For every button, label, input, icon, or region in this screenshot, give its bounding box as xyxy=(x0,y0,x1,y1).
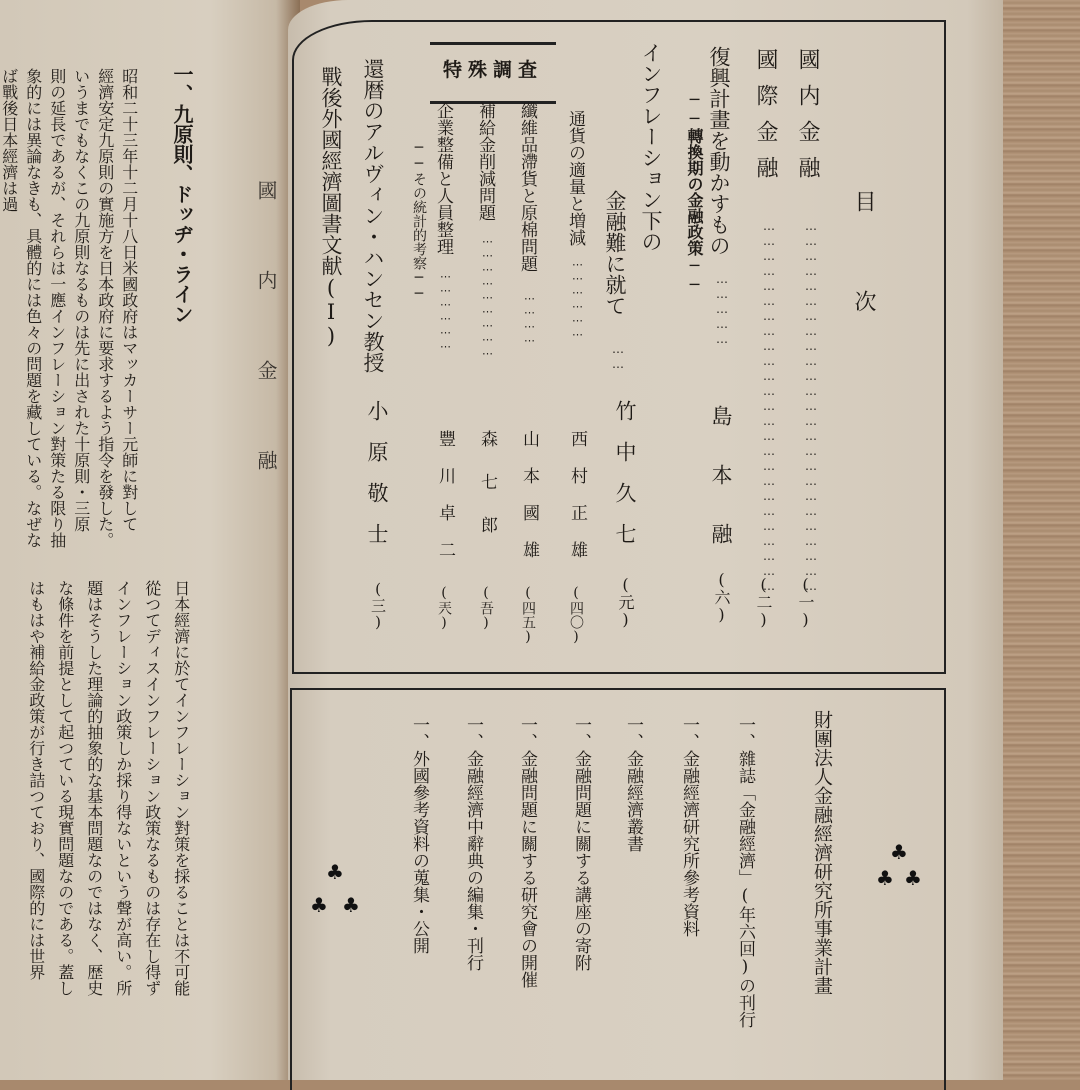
special-survey-header: 特殊調査 xyxy=(430,42,556,104)
toc-author-mori: 森七郎 xyxy=(477,430,497,559)
paragraph-2-line-4: 題はそうした理論的抽象的な基本問題なのではなく、歴史 xyxy=(84,580,104,996)
paragraph-1-line-5: 象的には異論なきも、具體的には色々の問題を藏している。なぜな xyxy=(23,68,43,548)
plan-item-series: 一、金融經濟叢書 xyxy=(623,716,643,852)
toc-special-entry-currency[interactable]: 通貨の適量と増減 xyxy=(565,110,585,246)
toc-author-yamamoto: 山本國雄 xyxy=(519,430,539,578)
ornament-icon: ♣ xyxy=(904,866,922,890)
plan-item-dictionary: 一、金融經濟中辭典の編集・刊行 xyxy=(463,716,483,971)
toc-author-takenaka: 竹中久七 xyxy=(613,400,637,564)
ornament-icon: ♣ xyxy=(310,893,328,917)
toc-heading-mokuji-1: 目 xyxy=(851,190,876,212)
toc-entry-reconstruction-plan[interactable]: 復興計畫を動かすもの xyxy=(707,46,731,256)
toc-extra-page-1: (三) xyxy=(369,580,387,631)
toc-page-1: (一) xyxy=(796,575,815,629)
business-plan-box xyxy=(290,688,946,1090)
toc-author-nishimura: 西村正雄 xyxy=(567,430,587,578)
plan-item-reference: 一、金融經濟研究所參考資料 xyxy=(679,716,699,937)
toc-special-entry-subsidy[interactable]: 補給金削減問題 xyxy=(475,102,495,221)
toc-leader-dots: ⋯⋯ xyxy=(611,345,625,375)
plan-item-foreign-materials: 一、外國參考資料の蒐集・公開 xyxy=(409,716,429,954)
toc-page-4: (元) xyxy=(616,575,635,629)
paragraph-2-line-6: はもはや補給金政策が行き詰つており、國際的には世界 xyxy=(26,580,46,980)
toc-heading-mokuji-2: 次 xyxy=(851,290,876,312)
plan-item-magazine: 一、雜誌「金融經濟」(年六回)の刊行 xyxy=(735,716,755,1028)
toc-leader-dots: ⋯⋯⋯⋯⋯ xyxy=(715,275,729,350)
toc-special-page-3: (吾) xyxy=(478,585,494,631)
paragraph-1-line-4: 則の延長であるが、それらは一應インフレーション對策たる限り抽 xyxy=(47,68,67,548)
toc-special-page-1: (四〇) xyxy=(568,585,584,645)
wood-table-background xyxy=(990,0,1080,1080)
ornament-icon: ♣ xyxy=(890,840,908,864)
toc-entry-reconstruction-subtitle: ──轉換期の金融政策── xyxy=(685,90,704,294)
toc-leader-dots: ⋯⋯⋯⋯⋯⋯⋯⋯⋯⋯⋯⋯⋯⋯⋯⋯⋯⋯⋯⋯⋯⋯⋯⋯⋯ xyxy=(762,222,776,597)
toc-entry-domestic-finance[interactable]: 國内金融 xyxy=(795,48,820,192)
toc-page-2: (二) xyxy=(754,575,773,629)
left-page xyxy=(0,0,300,1080)
toc-special-page-2: (四五) xyxy=(520,585,536,645)
plan-title: 財團法人金融經濟研究所事業計畫 xyxy=(811,710,833,995)
section-title: 國内金融 xyxy=(254,180,278,540)
toc-entry-hansen[interactable]: 還暦のアルヴィン・ハンセン教授 xyxy=(361,58,385,373)
toc-leader-dots: ⋯⋯⋯⋯⋯⋯ xyxy=(439,270,452,354)
toc-special-page-4: (兲) xyxy=(436,585,452,631)
toc-special-entry-enterprise-subtitle: ──その統計的考察── xyxy=(411,140,427,302)
plan-item-study-group: 一、金融問題に關する研究會の開催 xyxy=(517,716,537,988)
toc-leader-dots: ⋯⋯⋯⋯⋯⋯ xyxy=(571,258,584,342)
toc-author-toyokawa: 豐川卓二 xyxy=(435,430,455,578)
article-heading: 一、九原則、ドッヂ・ライン xyxy=(170,64,194,324)
paragraph-1-line-3: いうまでもなくこの九原則なるものは先に出された十原則・三原 xyxy=(71,68,91,532)
toc-leader-dots: ⋯⋯⋯⋯⋯⋯⋯⋯⋯⋯⋯⋯⋯⋯⋯⋯⋯⋯⋯⋯⋯⋯⋯⋯⋯ xyxy=(804,222,818,597)
paragraph-1-line-1: 昭和二十三年十二月十八日米國政府はマッカーサー元師に對して xyxy=(119,68,139,532)
toc-author-ohara: 小原敬士 xyxy=(365,400,389,564)
plan-item-lecture: 一、金融問題に關する講座の寄附 xyxy=(571,716,591,971)
ornament-icon: ♣ xyxy=(326,860,344,884)
toc-entry-inflation[interactable]: インフレーション下の xyxy=(639,42,663,252)
ornament-icon: ♣ xyxy=(342,893,360,917)
toc-entry-international-finance[interactable]: 國際金融 xyxy=(753,48,778,192)
toc-entry-foreign-books[interactable]: 戰後外國經濟圖書文献(I) xyxy=(319,66,343,348)
toc-author-shimamoto: 島本融 xyxy=(709,405,733,582)
paragraph-2-line-5: な條件を前提として起つている現實問題なのである。蓋し xyxy=(55,580,75,996)
paragraph-2-line-1: 日本經濟に於てインフレーション對策を採ることは不可能 xyxy=(171,580,191,996)
paragraph-1-line-2: 經濟安定九原則の實施方を日本政府に要求するよう指令を發した。 xyxy=(95,68,115,548)
paragraph-2-line-2: 從つてディスインフレーション政策なるものは存在し得ず xyxy=(142,580,162,996)
toc-entry-inflation-line2[interactable]: 金融難に就て xyxy=(603,190,627,316)
toc-page-3: (六) xyxy=(712,570,731,624)
toc-special-entry-textiles[interactable]: 纖維品滯貨と原棉問題 xyxy=(517,102,537,272)
toc-leader-dots: ⋯⋯⋯⋯⋯⋯⋯⋯⋯ xyxy=(481,235,494,361)
toc-leader-dots: ⋯⋯⋯⋯ xyxy=(523,292,536,348)
paragraph-1-line-6: ば戰後日本經濟は過 xyxy=(0,68,19,212)
toc-special-entry-enterprise[interactable]: 企業整備と人員整理 xyxy=(433,102,453,255)
ornament-icon: ♣ xyxy=(876,866,894,890)
paragraph-2-line-3: インフレーション政策しか採り得ないという聲が高い。所 xyxy=(113,580,133,996)
